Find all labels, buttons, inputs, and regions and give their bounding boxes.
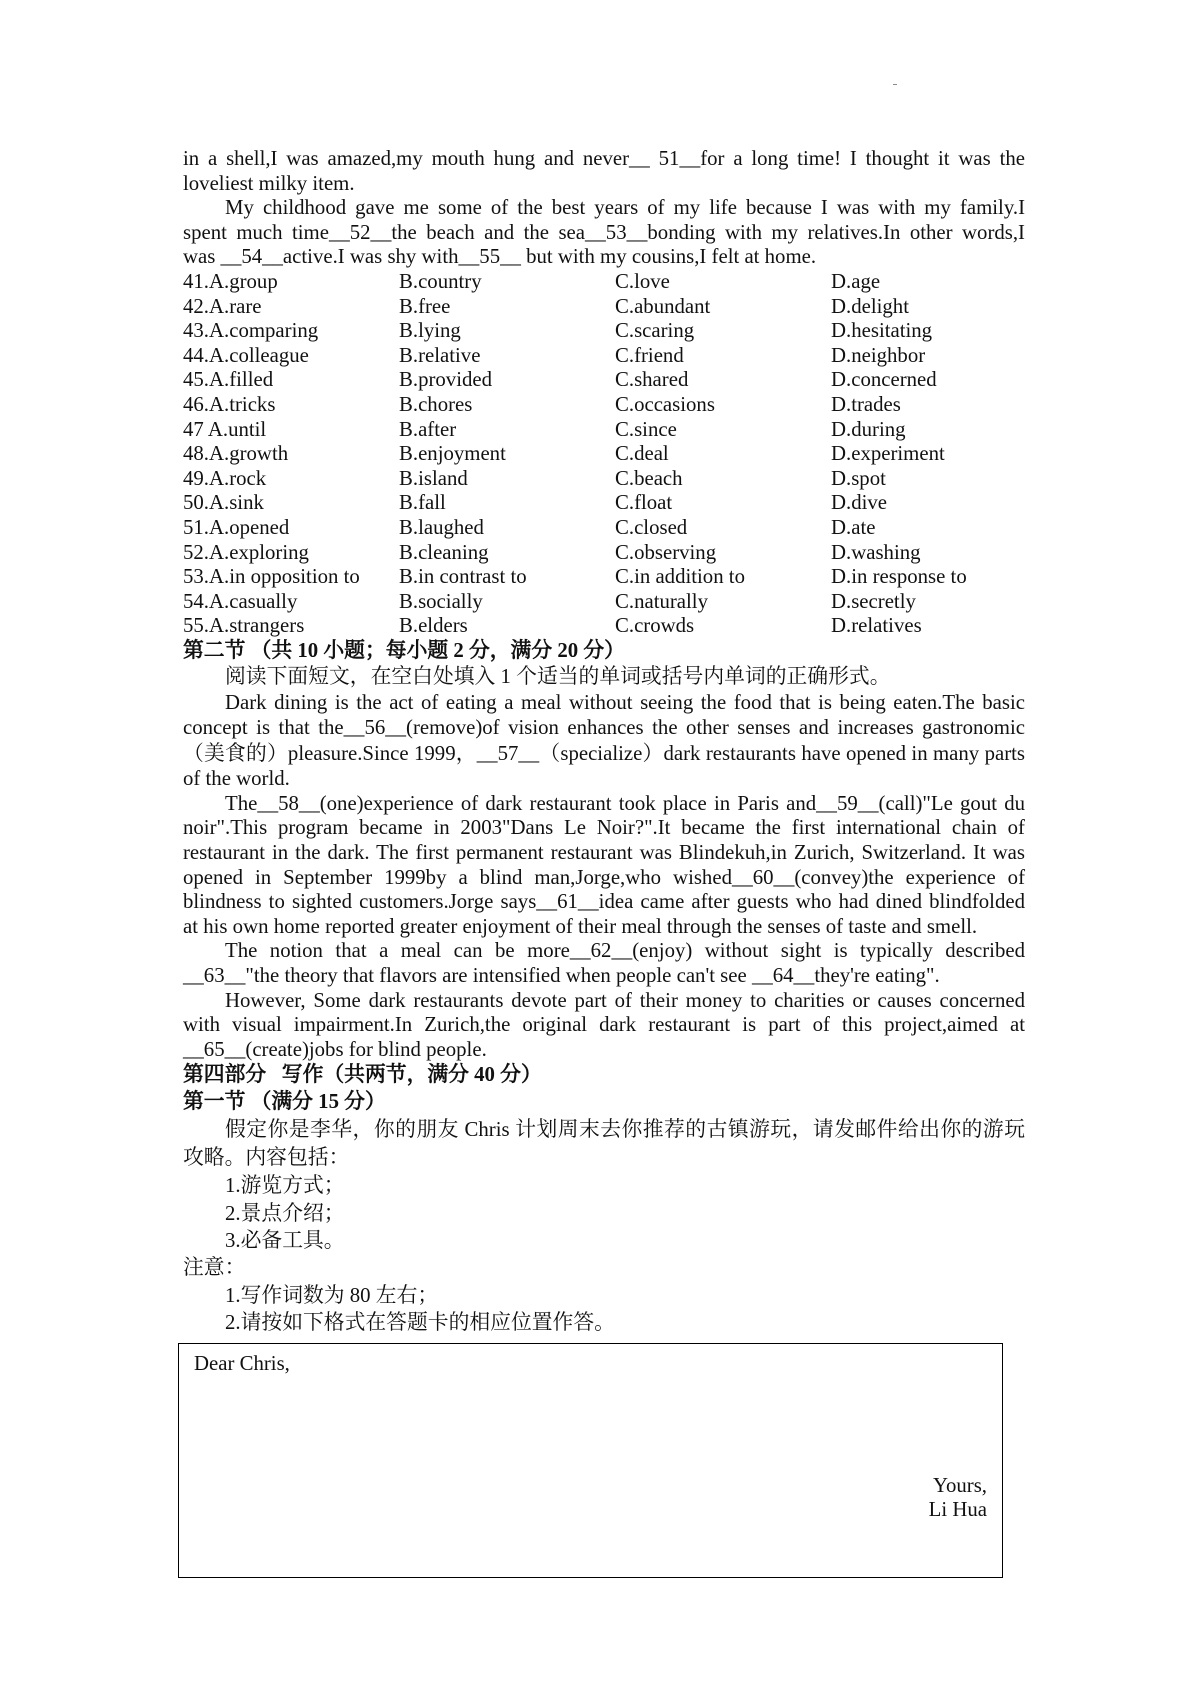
passage-line: at his own home reported greater enjoyment of their meal through the senses of taste and smell. [183,914,978,938]
passage-line: of the world. [183,767,290,791]
option-row [183,393,1025,418]
content-point: 1.游览方式； [225,1174,345,1198]
option-c: C.scaring [615,319,695,343]
passage-line: with visual impairment.In Zurich,the original dark restaurant is part of this project,aimed at [183,1013,1025,1037]
option-row [183,565,1025,590]
passage-line: （美食的）pleasure.Since 1999，__57__（specialize）dark restaurants have opened in many parts [183,741,1025,765]
letter-closing [929,1474,987,1523]
passage-line: __63__"the theory that flavors are intensified when people can't see __64__they're eating". [183,964,940,987]
option-row [183,319,1025,344]
option-d: D.in response to [831,565,967,589]
option-row [183,418,1025,443]
option-d: D.age [831,269,881,293]
option-c: C.float [615,491,673,515]
option-d: D.dive [831,491,888,515]
option-b: B.lying [399,319,461,343]
section-heading: 第二节 （共 10 小题；每小题 2 分，满分 20 分） [183,638,625,662]
option-c: C.crowds [615,614,695,638]
option-c: C.beach [615,466,683,490]
option-b: B.free [399,294,451,318]
option-row [183,442,1025,467]
option-b: B.fall [399,491,446,515]
option-d: D.delight [831,294,909,318]
option-b: B.elders [399,614,468,638]
option-d: D.secretly [831,589,916,613]
option-row [183,467,1025,492]
answer-box [178,1343,1003,1578]
closing-word: Yours, [933,1473,987,1497]
option-b: B.after [399,417,457,441]
scan-mark [893,84,897,85]
option-c: C.occasions [615,392,715,416]
option-d: D.concerned [831,368,937,392]
option-a: 48.A.growth [183,442,289,466]
option-row [183,516,1025,541]
option-a: 47 A.until [183,417,267,441]
option-d: D.spot [831,466,886,490]
option-a: 54.A.casually [183,589,298,613]
exam-page [183,147,1025,1578]
passage-line: opened in September 1999by a blind man,Jorge,who wished__60__(convey)the experience of [183,865,1025,889]
option-a: 49.A.rock [183,466,267,490]
option-a: 55.A.strangers [183,614,305,638]
option-b: B.country [399,269,482,293]
cloze-options [183,270,1025,639]
option-row [183,368,1025,393]
option-d: D.trades [831,392,901,416]
note-item: 1.写作词数为 80 左右； [225,1283,439,1307]
option-b: B.laughed [399,515,484,539]
option-c: C.deal [615,442,669,466]
salutation: Dear Chris, [194,1351,290,1375]
option-row [183,590,1025,615]
option-c: C.naturally [615,589,708,613]
option-b: B.socially [399,589,483,613]
option-a: 52.A.exploring [183,540,309,564]
writing-prompt-line: 攻略。内容包括： [183,1146,350,1170]
cloze-passage [183,147,1025,270]
passage-line: The notion that a meal can be more__62__(enjoy) without sight is typically described [225,939,1025,963]
option-c: C.love [615,269,670,293]
option-a: 53.A.in opposition to [183,565,360,589]
option-a: 44.A.colleague [183,343,309,367]
option-a: 42.A.rare [183,294,262,318]
option-b: B.in contrast to [399,565,527,589]
passage-line: restaurant in the dark. The first permanent restaurant was Blindekuh,in Zurich, Switzerland. It was [183,841,1025,865]
option-row [183,295,1025,320]
grammar-passage [183,691,1025,1062]
option-row [183,614,1025,639]
option-row [183,491,1025,516]
passage-line: noir".This program became in 2003"Dans Le Noir?".It became the first international chain of [183,816,1025,840]
option-row [183,541,1025,566]
option-d: D.hesitating [831,319,933,343]
passage-line: blindness to sighted customers.Jorge says__61__idea came after guests who had dined blindfolded [183,890,1025,914]
passage-line: Dark dining is the act of eating a meal without seeing the food that is being eaten.The basic [225,691,1025,715]
option-c: C.closed [615,515,688,539]
passage-line: in a shell,I was amazed,my mouth hung and never__ 51__for a long time! I thought it was the [183,147,1025,170]
option-d: D.washing [831,540,921,564]
content-point: 3.必备工具。 [225,1228,345,1252]
option-c: C.friend [615,343,684,367]
passage-line: spent much time__52__the beach and the sea__53__bonding with my relatives.In other words,I [183,220,1025,244]
option-b: B.relative [399,343,481,367]
option-a: 45.A.filled [183,368,274,392]
option-a: 41.A.group [183,269,278,293]
option-b: B.enjoyment [399,442,506,466]
option-a: 50.A.sink [183,491,264,515]
option-b: B.island [399,466,468,490]
option-d: D.neighbor [831,343,926,367]
note-item: 2.请按如下格式在答题卡的相应位置作答。 [225,1310,615,1334]
notes-label: 注意： [183,1256,246,1280]
option-c: C.in addition to [615,565,745,589]
option-row [183,270,1025,295]
option-c: C.abundant [615,294,711,318]
option-row [183,344,1025,369]
option-d: D.relatives [831,614,922,638]
passage-line: __65__(create)jobs for blind people. [183,1037,487,1061]
option-b: B.chores [399,392,473,416]
option-b: B.provided [399,368,492,392]
option-a: 43.A.comparing [183,319,319,343]
passage-line: loveliest milky item. [183,171,355,195]
option-c: C.observing [615,540,717,564]
option-a: 51.A.opened [183,515,290,539]
option-d: D.ate [831,515,876,539]
option-d: D.experiment [831,442,945,466]
content-point: 2.景点介绍； [225,1201,345,1225]
option-b: B.cleaning [399,540,489,564]
option-a: 46.A.tricks [183,392,276,416]
option-d: D.during [831,417,906,441]
option-c: C.shared [615,368,689,392]
passage-line: was __54__active.I was shy with__55__ but with my cousins,I felt at home. [183,245,817,269]
passage-line: My childhood gave me some of the best years of my life because I was with my family.I [225,196,1025,220]
section-heading: 第一节 （满分 15 分） [183,1090,386,1114]
passage-line: The__58__(one)experience of dark restaurant took place in Paris and__59__(call)"Le gout du [225,791,1025,815]
writing-prompt-line: 假定你是李华，你的朋友 Chris 计划周末去你推荐的古镇游玩，请发邮件给出你的游玩 [225,1118,1025,1142]
passage-line: However, Some dark restaurants devote part of their money to charities or causes concerned [225,988,1025,1012]
passage-line: concept is that the__56__(remove)of vision enhances the other senses and increases gastronomic [183,716,1025,740]
part-heading: 第四部分 写作（共两节，满分 40 分） [183,1063,542,1087]
option-c: C.since [615,417,677,441]
signature: Li Hua [928,1498,987,1522]
section-instruction: 阅读下面短文，在空白处填入 1 个适当的单词或括号内单词的正确形式。 [225,665,891,689]
